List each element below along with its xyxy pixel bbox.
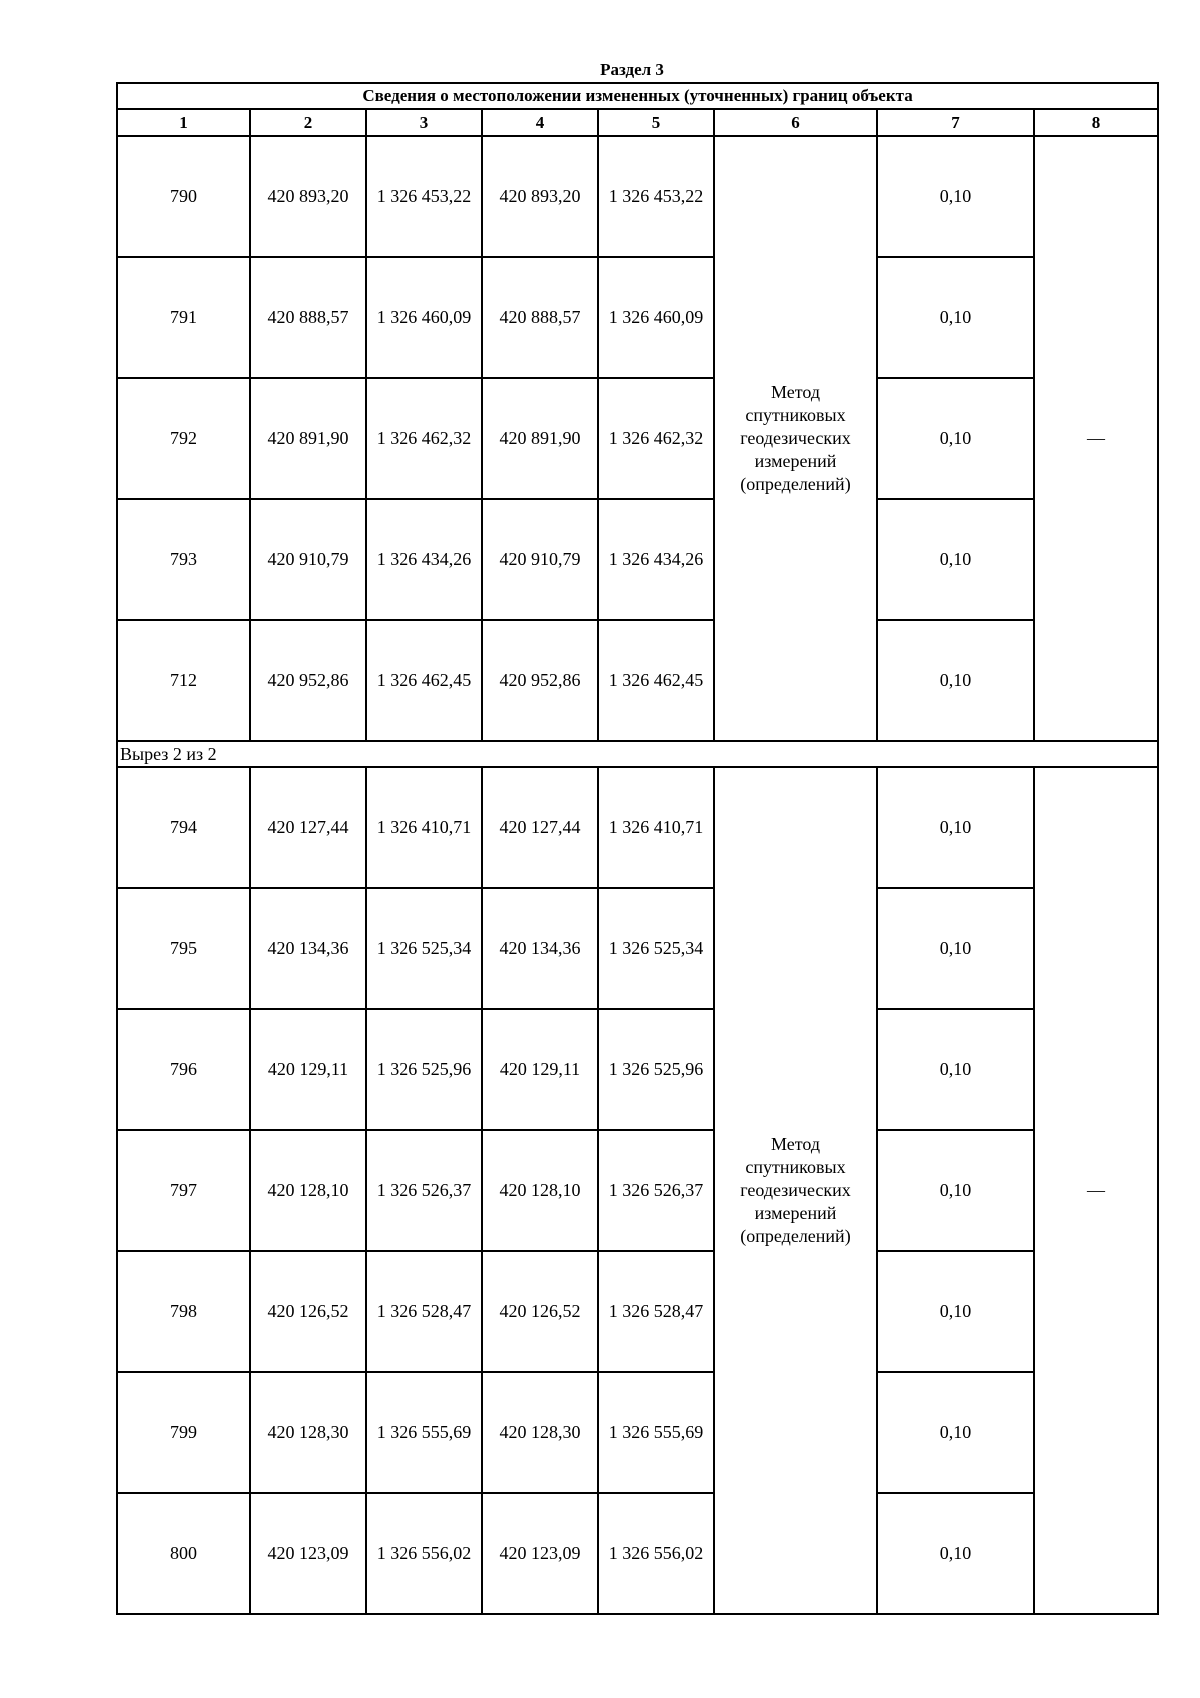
cell-col-7: 0,10 [877,767,1034,888]
cell-col-7: 0,10 [877,136,1034,257]
cell-col-2: 420 952,86 [250,620,366,741]
cell-col-5: 1 326 460,09 [598,257,714,378]
table-row [117,1130,1158,1251]
cell-col-7: 0,10 [877,1009,1034,1130]
cell-col-3: 1 326 453,22 [366,136,482,257]
cell-col-2: 420 127,44 [250,767,366,888]
cell-col-5: 1 326 410,71 [598,767,714,888]
cell-col-4: 420 128,10 [482,1130,598,1251]
cell-col-1: 712 [117,620,250,741]
cell-col-1: 793 [117,499,250,620]
cell-col-1: 791 [117,257,250,378]
cell-col-4: 420 129,11 [482,1009,598,1130]
table-row [117,620,1158,741]
cell-col-3: 1 326 556,02 [366,1493,482,1614]
cell-col-4: 420 128,30 [482,1372,598,1493]
cell-col-1: 797 [117,1130,250,1251]
cell-col-5: 1 326 453,22 [598,136,714,257]
cell-col-3: 1 326 410,71 [366,767,482,888]
boundary-table [116,82,1159,1615]
cell-col-7: 0,10 [877,1251,1034,1372]
cell-col-3: 1 326 434,26 [366,499,482,620]
cell-col-4: 420 123,09 [482,1493,598,1614]
table-row [117,257,1158,378]
column-number-4: 4 [482,109,598,136]
column-number-6: 6 [714,109,877,136]
method-cell: Метод спутниковых геодезических измерений (определений) [714,136,877,741]
cell-col-1: 800 [117,1493,250,1614]
cell-col-1: 794 [117,767,250,888]
cell-col-7: 0,10 [877,257,1034,378]
cell-col-7: 0,10 [877,888,1034,1009]
column-number-8: 8 [1034,109,1158,136]
table-row [117,1372,1158,1493]
method-cell: Метод спутниковых геодезических измерений (определений) [714,767,877,1614]
table-row [117,1009,1158,1130]
cell-col-4: 420 952,86 [482,620,598,741]
cell-col-3: 1 326 460,09 [366,257,482,378]
cell-col-5: 1 326 462,32 [598,378,714,499]
cell-col-1: 796 [117,1009,250,1130]
cell-col-7: 0,10 [877,1372,1034,1493]
cell-col-2: 420 128,10 [250,1130,366,1251]
cell-col-5: 1 326 528,47 [598,1251,714,1372]
cell-col-1: 795 [117,888,250,1009]
cell-col-4: 420 888,57 [482,257,598,378]
column-number-1: 1 [117,109,250,136]
cell-col-3: 1 326 462,32 [366,378,482,499]
cell-col-7: 0,10 [877,499,1034,620]
cell-col-3: 1 326 555,69 [366,1372,482,1493]
cell-col-5: 1 326 526,37 [598,1130,714,1251]
cell-col-4: 420 891,90 [482,378,598,499]
col8-dash-cell: — [1034,767,1158,1614]
col8-dash-cell: — [1034,136,1158,741]
cell-col-5: 1 326 434,26 [598,499,714,620]
column-number-2: 2 [250,109,366,136]
cell-col-2: 420 129,11 [250,1009,366,1130]
table-row [117,136,1158,257]
cell-col-2: 420 134,36 [250,888,366,1009]
cell-col-4: 420 127,44 [482,767,598,888]
column-number-5: 5 [598,109,714,136]
cell-col-4: 420 134,36 [482,888,598,1009]
cutout-label-row [117,741,1158,767]
cell-col-5: 1 326 462,45 [598,620,714,741]
cell-col-5: 1 326 525,34 [598,888,714,1009]
cell-col-2: 420 126,52 [250,1251,366,1372]
column-number-3: 3 [366,109,482,136]
table-row [117,888,1158,1009]
cell-col-4: 420 893,20 [482,136,598,257]
column-numbers-row [117,109,1158,136]
cell-col-2: 420 123,09 [250,1493,366,1614]
cell-col-2: 420 891,90 [250,378,366,499]
table-row [117,1251,1158,1372]
cell-col-1: 790 [117,136,250,257]
cell-col-2: 420 893,20 [250,136,366,257]
cell-col-4: 420 910,79 [482,499,598,620]
cell-col-3: 1 326 525,34 [366,888,482,1009]
cell-col-3: 1 326 526,37 [366,1130,482,1251]
cell-col-1: 799 [117,1372,250,1493]
cell-col-3: 1 326 528,47 [366,1251,482,1372]
cell-col-1: 798 [117,1251,250,1372]
cell-col-1: 792 [117,378,250,499]
cell-col-7: 0,10 [877,1130,1034,1251]
cell-col-3: 1 326 525,96 [366,1009,482,1130]
table-row [117,499,1158,620]
cell-col-4: 420 126,52 [482,1251,598,1372]
column-number-7: 7 [877,109,1034,136]
cell-col-5: 1 326 556,02 [598,1493,714,1614]
cell-col-5: 1 326 525,96 [598,1009,714,1130]
cell-col-7: 0,10 [877,378,1034,499]
table-caption: Сведения о местоположении измененных (уточненных) границ объекта [117,83,1158,109]
cutout-label: Вырез 2 из 2 [117,741,1158,767]
cell-col-5: 1 326 555,69 [598,1372,714,1493]
table-row [117,1493,1158,1614]
table-row [117,767,1158,888]
cell-col-2: 420 910,79 [250,499,366,620]
section-title: Раздел 3 [600,60,664,79]
cell-col-2: 420 128,30 [250,1372,366,1493]
table-row [117,378,1158,499]
cell-col-7: 0,10 [877,620,1034,741]
cell-col-3: 1 326 462,45 [366,620,482,741]
cell-col-7: 0,10 [877,1493,1034,1614]
cell-col-2: 420 888,57 [250,257,366,378]
